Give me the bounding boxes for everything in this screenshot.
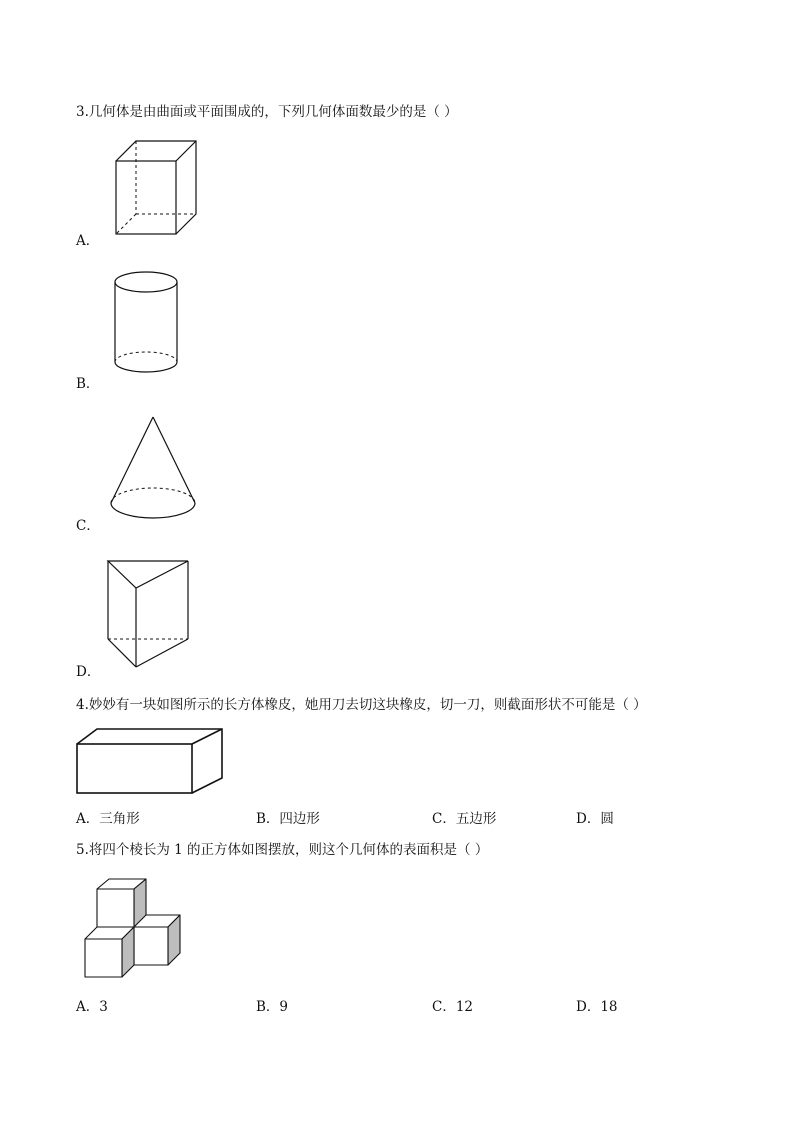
cuboid-eraser-icon [74, 726, 234, 798]
q3-option-d-label: D． [76, 664, 101, 680]
q5-option-a: A．3 [76, 999, 108, 1015]
q5-question: 5.将四个棱长为 1 的正方体如图摆放，则这个几何体的表面积是（ ） [76, 842, 489, 858]
q5-option-b: B．9 [256, 999, 289, 1015]
q3-option-a-label: A． [76, 233, 100, 249]
q5-option-d: D．18 [576, 999, 618, 1015]
cylinder-icon [108, 270, 188, 380]
cube-icon [100, 135, 210, 245]
cone-icon [106, 414, 206, 524]
triangular-prism-icon [100, 555, 200, 675]
q4-option-d: D．圆 [576, 811, 614, 827]
q3-option-b-label: B． [76, 376, 100, 392]
q4-option-a: A．三角形 [76, 811, 140, 827]
q5-option-c: C．12 [432, 999, 474, 1015]
four-cubes-icon [80, 877, 190, 981]
q3-option-c-label: C． [76, 518, 100, 534]
q4-option-b: B．四边形 [256, 811, 320, 827]
q4-option-c: C．五边形 [432, 811, 497, 827]
q4-question: 4.妙妙有一块如图所示的长方体橡皮，她用刀去切这块橡皮，切一刀，则截面形状不可能是（ ） [76, 697, 647, 713]
q3-question: 3.几何体是由曲面或平面围成的，下列几何体面数最少的是（ ） [76, 104, 458, 120]
